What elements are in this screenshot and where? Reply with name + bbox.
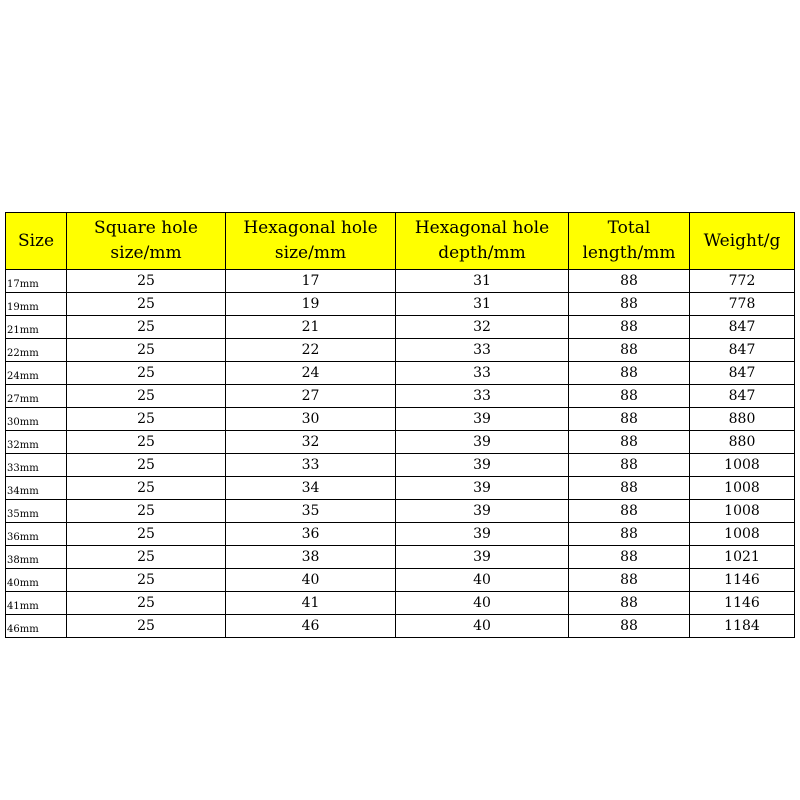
- weight-cell: 847: [690, 339, 795, 362]
- square-hole-size-cell: 25: [67, 431, 226, 454]
- header-square-hole-size: Square hole size/mm: [67, 213, 226, 270]
- weight-cell: 847: [690, 316, 795, 339]
- table-row: [6, 362, 795, 385]
- table-row: [6, 454, 795, 477]
- table-body: [6, 270, 795, 638]
- total-length-cell: 88: [569, 592, 690, 615]
- hex-hole-size-cell: 30: [226, 408, 396, 431]
- total-length-cell: 88: [569, 546, 690, 569]
- weight-cell: 772: [690, 270, 795, 293]
- size-cell: 21mm: [6, 316, 67, 339]
- hex-hole-depth-cell: 39: [396, 477, 569, 500]
- table-row: [6, 316, 795, 339]
- table-row: [6, 339, 795, 362]
- hex-hole-size-cell: 41: [226, 592, 396, 615]
- total-length-cell: 88: [569, 362, 690, 385]
- hex-hole-depth-cell: 33: [396, 362, 569, 385]
- hex-hole-depth-cell: 31: [396, 270, 569, 293]
- square-hole-size-cell: 25: [67, 592, 226, 615]
- hex-hole-size-cell: 40: [226, 569, 396, 592]
- size-cell: 27mm: [6, 385, 67, 408]
- total-length-cell: 88: [569, 385, 690, 408]
- total-length-cell: 88: [569, 408, 690, 431]
- weight-cell: 1184: [690, 615, 795, 638]
- hex-hole-depth-cell: 33: [396, 385, 569, 408]
- hex-hole-size-cell: 32: [226, 431, 396, 454]
- total-length-cell: 88: [569, 523, 690, 546]
- weight-cell: 1146: [690, 569, 795, 592]
- square-hole-size-cell: 25: [67, 500, 226, 523]
- square-hole-size-cell: 25: [67, 408, 226, 431]
- table-row: [6, 615, 795, 638]
- total-length-cell: 88: [569, 500, 690, 523]
- total-length-cell: 88: [569, 339, 690, 362]
- hex-hole-size-cell: 33: [226, 454, 396, 477]
- hex-hole-size-cell: 36: [226, 523, 396, 546]
- weight-cell: 1008: [690, 500, 795, 523]
- total-length-cell: 88: [569, 454, 690, 477]
- hex-hole-size-cell: 17: [226, 270, 396, 293]
- square-hole-size-cell: 25: [67, 569, 226, 592]
- total-length-cell: 88: [569, 615, 690, 638]
- size-cell: 24mm: [6, 362, 67, 385]
- weight-cell: 1146: [690, 592, 795, 615]
- size-cell: 30mm: [6, 408, 67, 431]
- weight-cell: 1008: [690, 454, 795, 477]
- hex-hole-size-cell: 27: [226, 385, 396, 408]
- hex-hole-depth-cell: 39: [396, 523, 569, 546]
- size-cell: 40mm: [6, 569, 67, 592]
- hex-hole-depth-cell: 39: [396, 546, 569, 569]
- header-total-length: Total length/mm: [569, 213, 690, 270]
- weight-cell: 880: [690, 408, 795, 431]
- size-cell: 22mm: [6, 339, 67, 362]
- square-hole-size-cell: 25: [67, 477, 226, 500]
- header-row: [6, 213, 795, 270]
- hex-hole-depth-cell: 40: [396, 615, 569, 638]
- square-hole-size-cell: 25: [67, 339, 226, 362]
- hex-hole-depth-cell: 39: [396, 431, 569, 454]
- header-weight: Weight/g: [690, 213, 795, 270]
- size-cell: 41mm: [6, 592, 67, 615]
- square-hole-size-cell: 25: [67, 523, 226, 546]
- size-cell: 34mm: [6, 477, 67, 500]
- hex-hole-depth-cell: 33: [396, 339, 569, 362]
- weight-cell: 847: [690, 385, 795, 408]
- size-cell: 32mm: [6, 431, 67, 454]
- hex-hole-size-cell: 19: [226, 293, 396, 316]
- header-hex-hole-depth: Hexagonal hole depth/mm: [396, 213, 569, 270]
- hex-hole-size-cell: 34: [226, 477, 396, 500]
- total-length-cell: 88: [569, 431, 690, 454]
- total-length-cell: 88: [569, 316, 690, 339]
- size-cell: 35mm: [6, 500, 67, 523]
- weight-cell: 880: [690, 431, 795, 454]
- weight-cell: 847: [690, 362, 795, 385]
- hex-hole-depth-cell: 40: [396, 592, 569, 615]
- size-cell: 19mm: [6, 293, 67, 316]
- table-row: [6, 431, 795, 454]
- hex-hole-size-cell: 24: [226, 362, 396, 385]
- total-length-cell: 88: [569, 569, 690, 592]
- hex-hole-size-cell: 46: [226, 615, 396, 638]
- socket-spec-table: [5, 212, 795, 638]
- hex-hole-depth-cell: 31: [396, 293, 569, 316]
- total-length-cell: 88: [569, 293, 690, 316]
- weight-cell: 1008: [690, 477, 795, 500]
- square-hole-size-cell: 25: [67, 615, 226, 638]
- square-hole-size-cell: 25: [67, 454, 226, 477]
- table-row: [6, 592, 795, 615]
- table-row: [6, 477, 795, 500]
- square-hole-size-cell: 25: [67, 293, 226, 316]
- square-hole-size-cell: 25: [67, 385, 226, 408]
- hex-hole-depth-cell: 39: [396, 408, 569, 431]
- header-hex-hole-size: Hexagonal hole size/mm: [226, 213, 396, 270]
- size-cell: 46mm: [6, 615, 67, 638]
- hex-hole-depth-cell: 39: [396, 500, 569, 523]
- table-row: [6, 523, 795, 546]
- weight-cell: 1008: [690, 523, 795, 546]
- weight-cell: 1021: [690, 546, 795, 569]
- header-size: Size: [6, 213, 67, 270]
- size-cell: 17mm: [6, 270, 67, 293]
- hex-hole-depth-cell: 40: [396, 569, 569, 592]
- square-hole-size-cell: 25: [67, 362, 226, 385]
- total-length-cell: 88: [569, 477, 690, 500]
- table-row: [6, 270, 795, 293]
- square-hole-size-cell: 25: [67, 270, 226, 293]
- hex-hole-size-cell: 21: [226, 316, 396, 339]
- table-row: [6, 569, 795, 592]
- table-row: [6, 408, 795, 431]
- weight-cell: 778: [690, 293, 795, 316]
- table-row: [6, 385, 795, 408]
- total-length-cell: 88: [569, 270, 690, 293]
- table-row: [6, 546, 795, 569]
- size-cell: 38mm: [6, 546, 67, 569]
- table-row: [6, 500, 795, 523]
- square-hole-size-cell: 25: [67, 546, 226, 569]
- hex-hole-size-cell: 22: [226, 339, 396, 362]
- hex-hole-depth-cell: 32: [396, 316, 569, 339]
- hex-hole-size-cell: 38: [226, 546, 396, 569]
- hex-hole-size-cell: 35: [226, 500, 396, 523]
- hex-hole-depth-cell: 39: [396, 454, 569, 477]
- table-row: [6, 293, 795, 316]
- square-hole-size-cell: 25: [67, 316, 226, 339]
- size-cell: 33mm: [6, 454, 67, 477]
- size-cell: 36mm: [6, 523, 67, 546]
